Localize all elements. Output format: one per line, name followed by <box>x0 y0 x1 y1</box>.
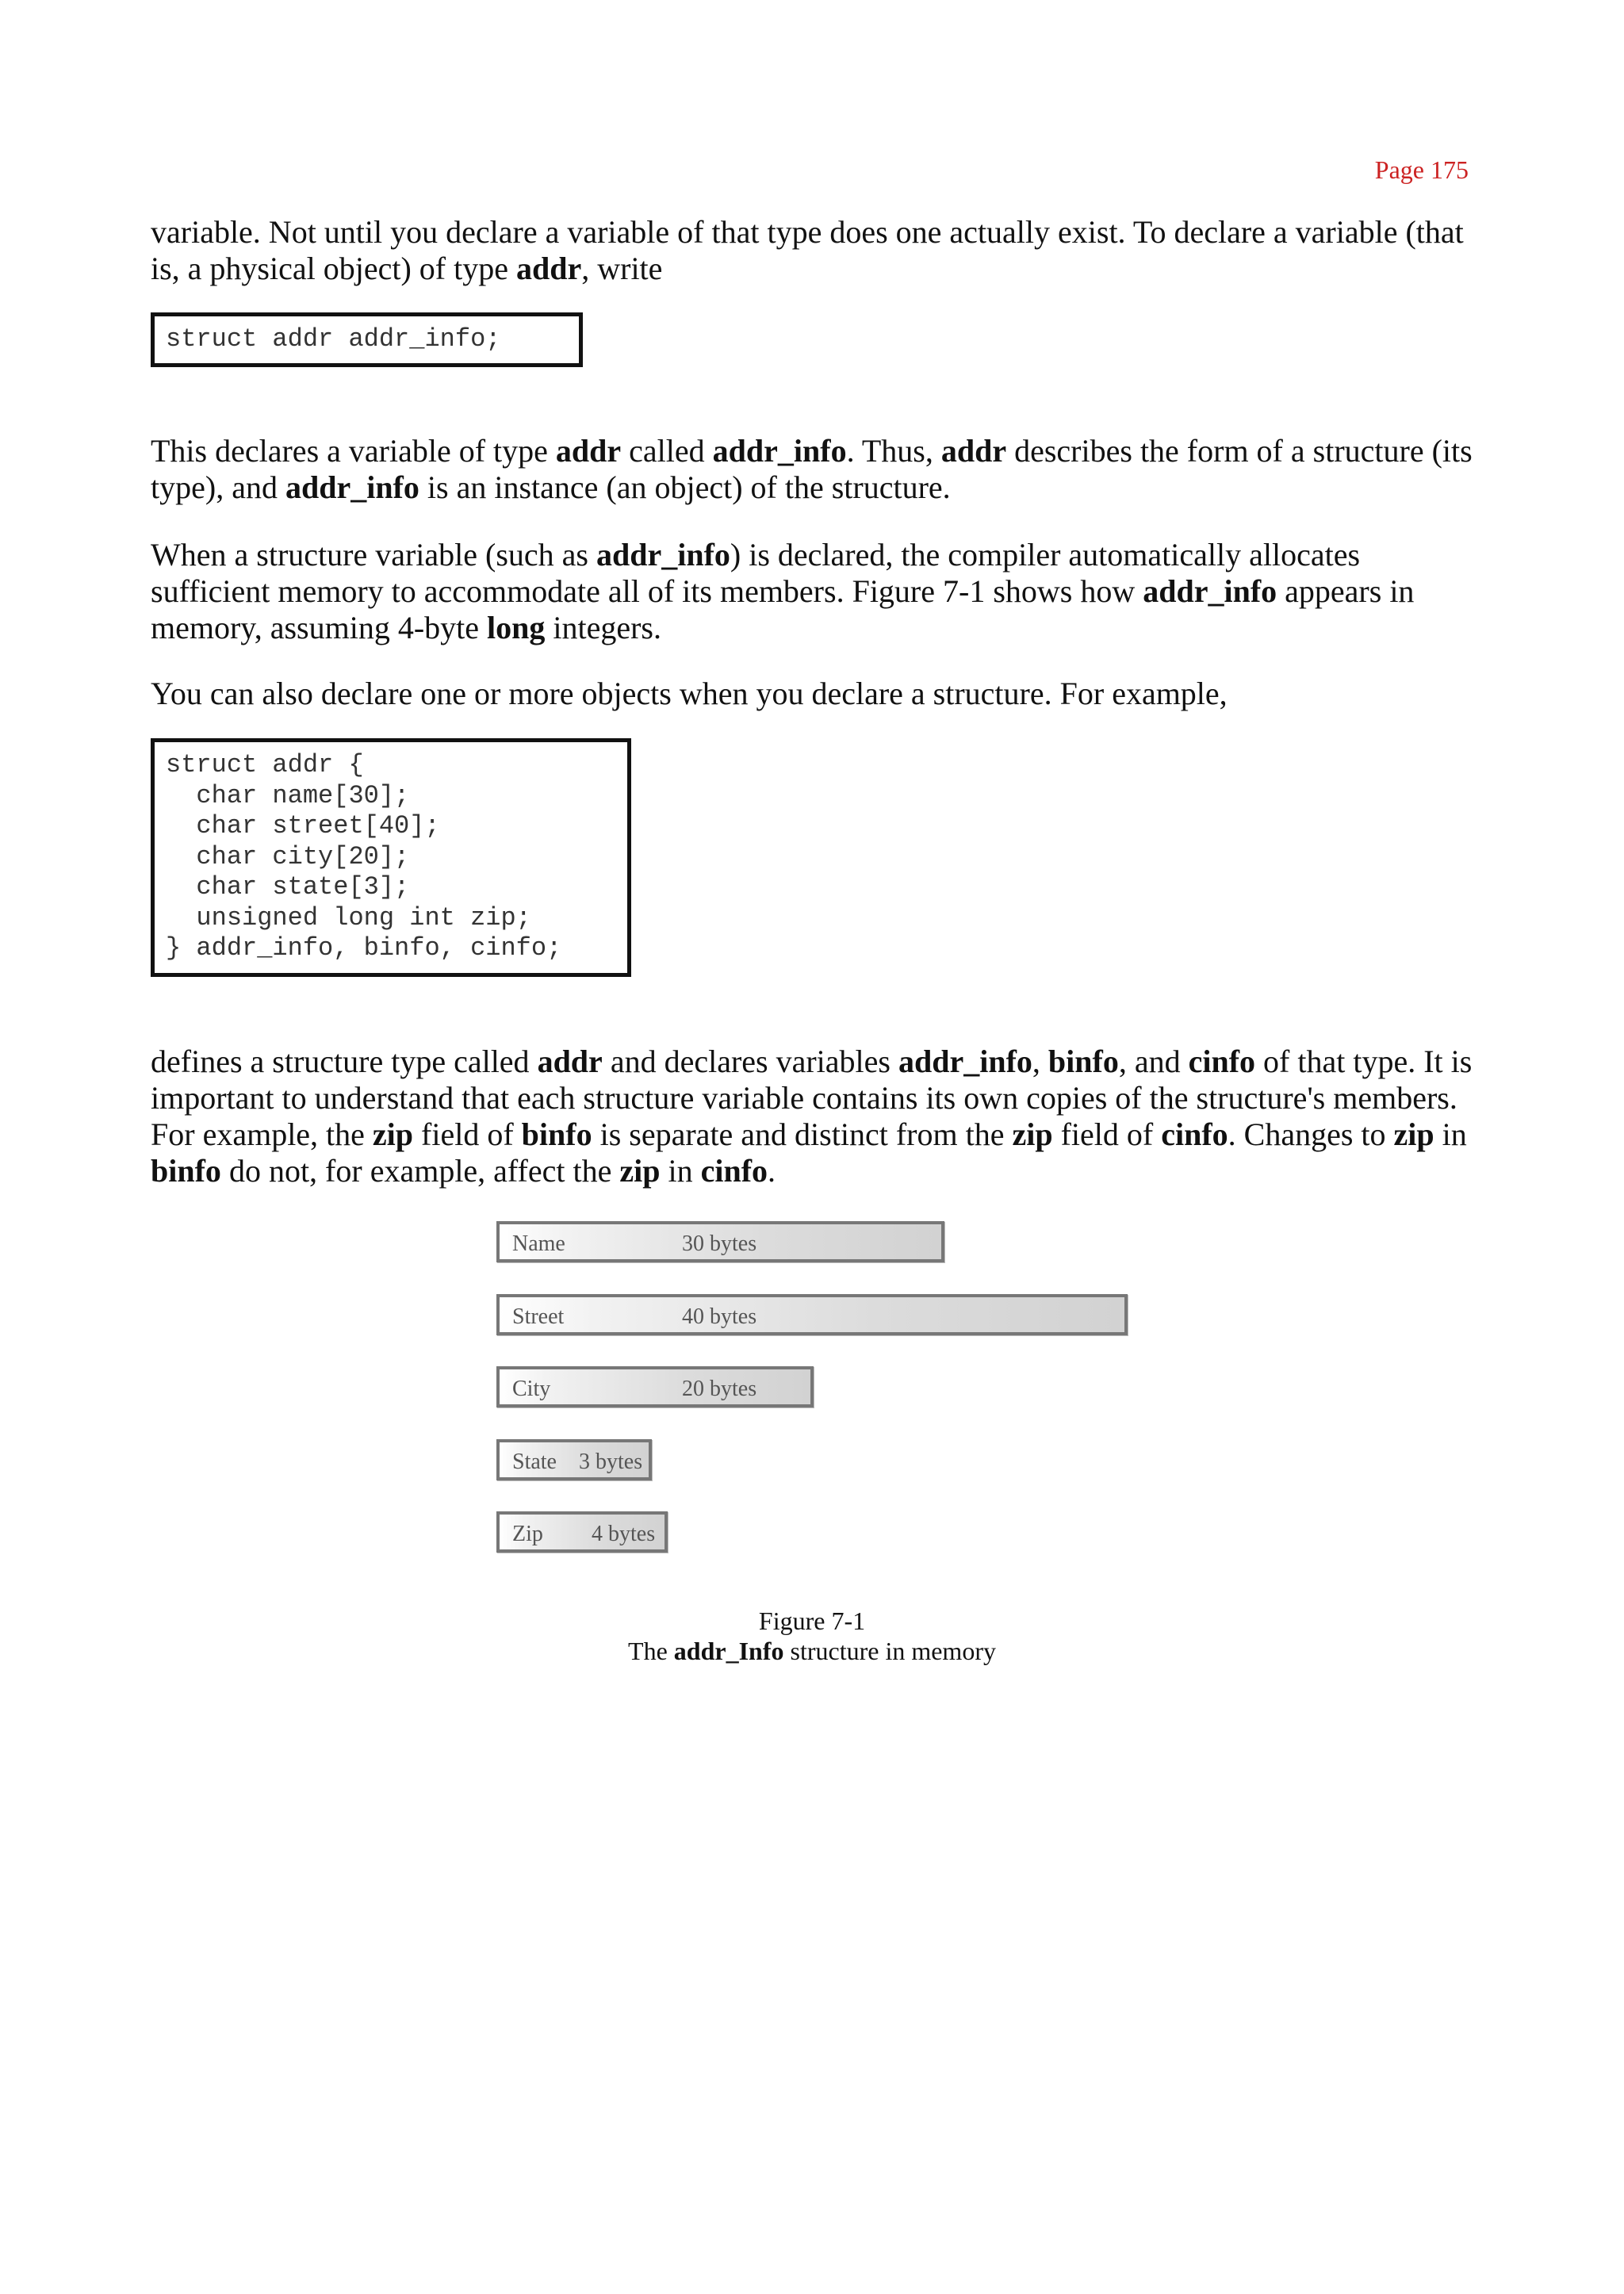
figure-caption-text <box>0 1637 1624 1666</box>
paragraph-text: called <box>621 433 713 469</box>
memory-bar-size: 30 bytes <box>682 1231 757 1256</box>
code-line: char street[40]; <box>166 811 440 841</box>
paragraph-3 <box>151 537 1483 646</box>
paragraph-bold-term: zip <box>372 1116 414 1152</box>
code-line: struct addr addr_info; <box>166 324 501 354</box>
paragraph-text: field of <box>1052 1116 1162 1152</box>
paragraph-bold-term: zip <box>1393 1116 1434 1152</box>
paragraph-text: ) is declared, the compiler automatically allocates sufficient memory to accommodate all of its members. Figure 7-1 shows how <box>151 537 1361 609</box>
paragraph-text: , and <box>1118 1044 1189 1079</box>
memory-bar-state <box>496 1439 652 1480</box>
paragraph-text: , write <box>581 251 663 286</box>
code-block-declaration <box>151 312 583 367</box>
paragraph-2 <box>151 433 1483 506</box>
paragraph-text: , <box>1032 1044 1048 1079</box>
paragraph-text: in <box>660 1153 701 1189</box>
memory-bar-label: City <box>512 1377 551 1401</box>
code-line: char name[30]; <box>166 780 410 810</box>
memory-bar-name <box>496 1221 944 1262</box>
paragraph-bold-term: long <box>487 610 546 645</box>
paragraph-bold-term: addr_info <box>1143 573 1277 609</box>
paragraph-bold-term: addr <box>940 433 1007 469</box>
paragraph-text: is separate and distinct from the <box>592 1116 1013 1152</box>
memory-bar-size: 20 bytes <box>682 1377 757 1401</box>
code-line: unsigned long int zip; <box>166 902 531 933</box>
paragraph-bold-term: addr_info <box>596 537 730 573</box>
paragraph-bold-term: addr_info <box>712 433 847 469</box>
paragraph-text: of that type. It is important to understand that each structure variable contains its own copies of the structure's members. For example, the <box>151 1044 1473 1152</box>
paragraph-bold-term: cinfo <box>1188 1044 1256 1079</box>
paragraph-text: variable. Not until you declare a variable of that type does one actually exist. To declare a variable (that is, a physical object) of type <box>151 214 1464 286</box>
paragraph-text: . Changes to <box>1228 1116 1394 1152</box>
paragraph-bold-term: addr_info <box>285 469 419 505</box>
paragraph-text: do not, for example, affect the <box>220 1153 620 1189</box>
paragraph-text: This declares a variable of type <box>151 433 556 469</box>
paragraph-text: and declares variables <box>602 1044 898 1079</box>
paragraph-text: When a structure variable (such as <box>151 537 596 573</box>
paragraph-bold-term: addr <box>537 1044 603 1079</box>
paragraph-text: . Thus, <box>846 433 941 469</box>
memory-bar-label: Street <box>512 1304 565 1329</box>
paragraph-bold-term: addr_info <box>898 1044 1032 1079</box>
memory-bar-label: State <box>512 1450 557 1474</box>
paragraph-bold-term: zip <box>1012 1116 1053 1152</box>
memory-bar-street <box>496 1294 1128 1335</box>
memory-bar-city <box>496 1366 814 1407</box>
caption-text: structure in memory <box>783 1637 996 1665</box>
page-number: Page 175 <box>1374 155 1469 184</box>
paragraph-5 <box>151 1044 1483 1189</box>
memory-bar-size: 40 bytes <box>682 1304 757 1329</box>
memory-bar-size: 4 bytes <box>592 1522 656 1546</box>
code-line: char state[3]; <box>166 872 410 902</box>
paragraph-text: . <box>768 1153 776 1189</box>
caption-text: The <box>628 1637 674 1665</box>
code-line: struct addr { <box>166 750 364 779</box>
memory-bar-zip <box>496 1511 668 1553</box>
paragraph-4 <box>151 676 1483 712</box>
memory-bar-size: 3 bytes <box>579 1450 643 1474</box>
paragraph-bold-term: zip <box>619 1153 661 1189</box>
paragraph-bold-term: binfo <box>151 1153 221 1189</box>
paragraph-text: You can also declare one or more objects when you declare a structure. For example, <box>151 676 1228 711</box>
paragraph-text: integers. <box>545 610 661 645</box>
memory-bar-label: Name <box>512 1231 565 1256</box>
paragraph-bold-term: addr <box>515 251 582 286</box>
paragraph-text: is an instance (an object) of the structure. <box>419 469 951 505</box>
caption-bold-term: addr_Info <box>673 1637 784 1665</box>
code-line: } addr_info, binfo, cinfo; <box>166 933 562 963</box>
paragraph-text: defines a structure type called <box>151 1044 538 1079</box>
code-line: char city[20]; <box>166 841 410 871</box>
paragraph-bold-term: binfo <box>1048 1044 1119 1079</box>
paragraph-text: in <box>1434 1116 1467 1152</box>
memory-bar-label: Zip <box>512 1522 543 1546</box>
figure-caption-number: Figure 7-1 <box>758 1607 866 1635</box>
code-block-struct-definition <box>151 738 631 977</box>
paragraph-1 <box>151 214 1483 287</box>
paragraph-bold-term: cinfo <box>700 1153 768 1189</box>
paragraph-bold-term: binfo <box>521 1116 592 1152</box>
paragraph-text: appears in memory, assuming 4-byte <box>151 573 1415 645</box>
paragraph-bold-term: cinfo <box>1161 1116 1228 1152</box>
paragraph-text: field of <box>413 1116 522 1152</box>
paragraph-text: describes the form of a structure (its type), and <box>151 433 1473 505</box>
paragraph-bold-term: addr <box>555 433 622 469</box>
